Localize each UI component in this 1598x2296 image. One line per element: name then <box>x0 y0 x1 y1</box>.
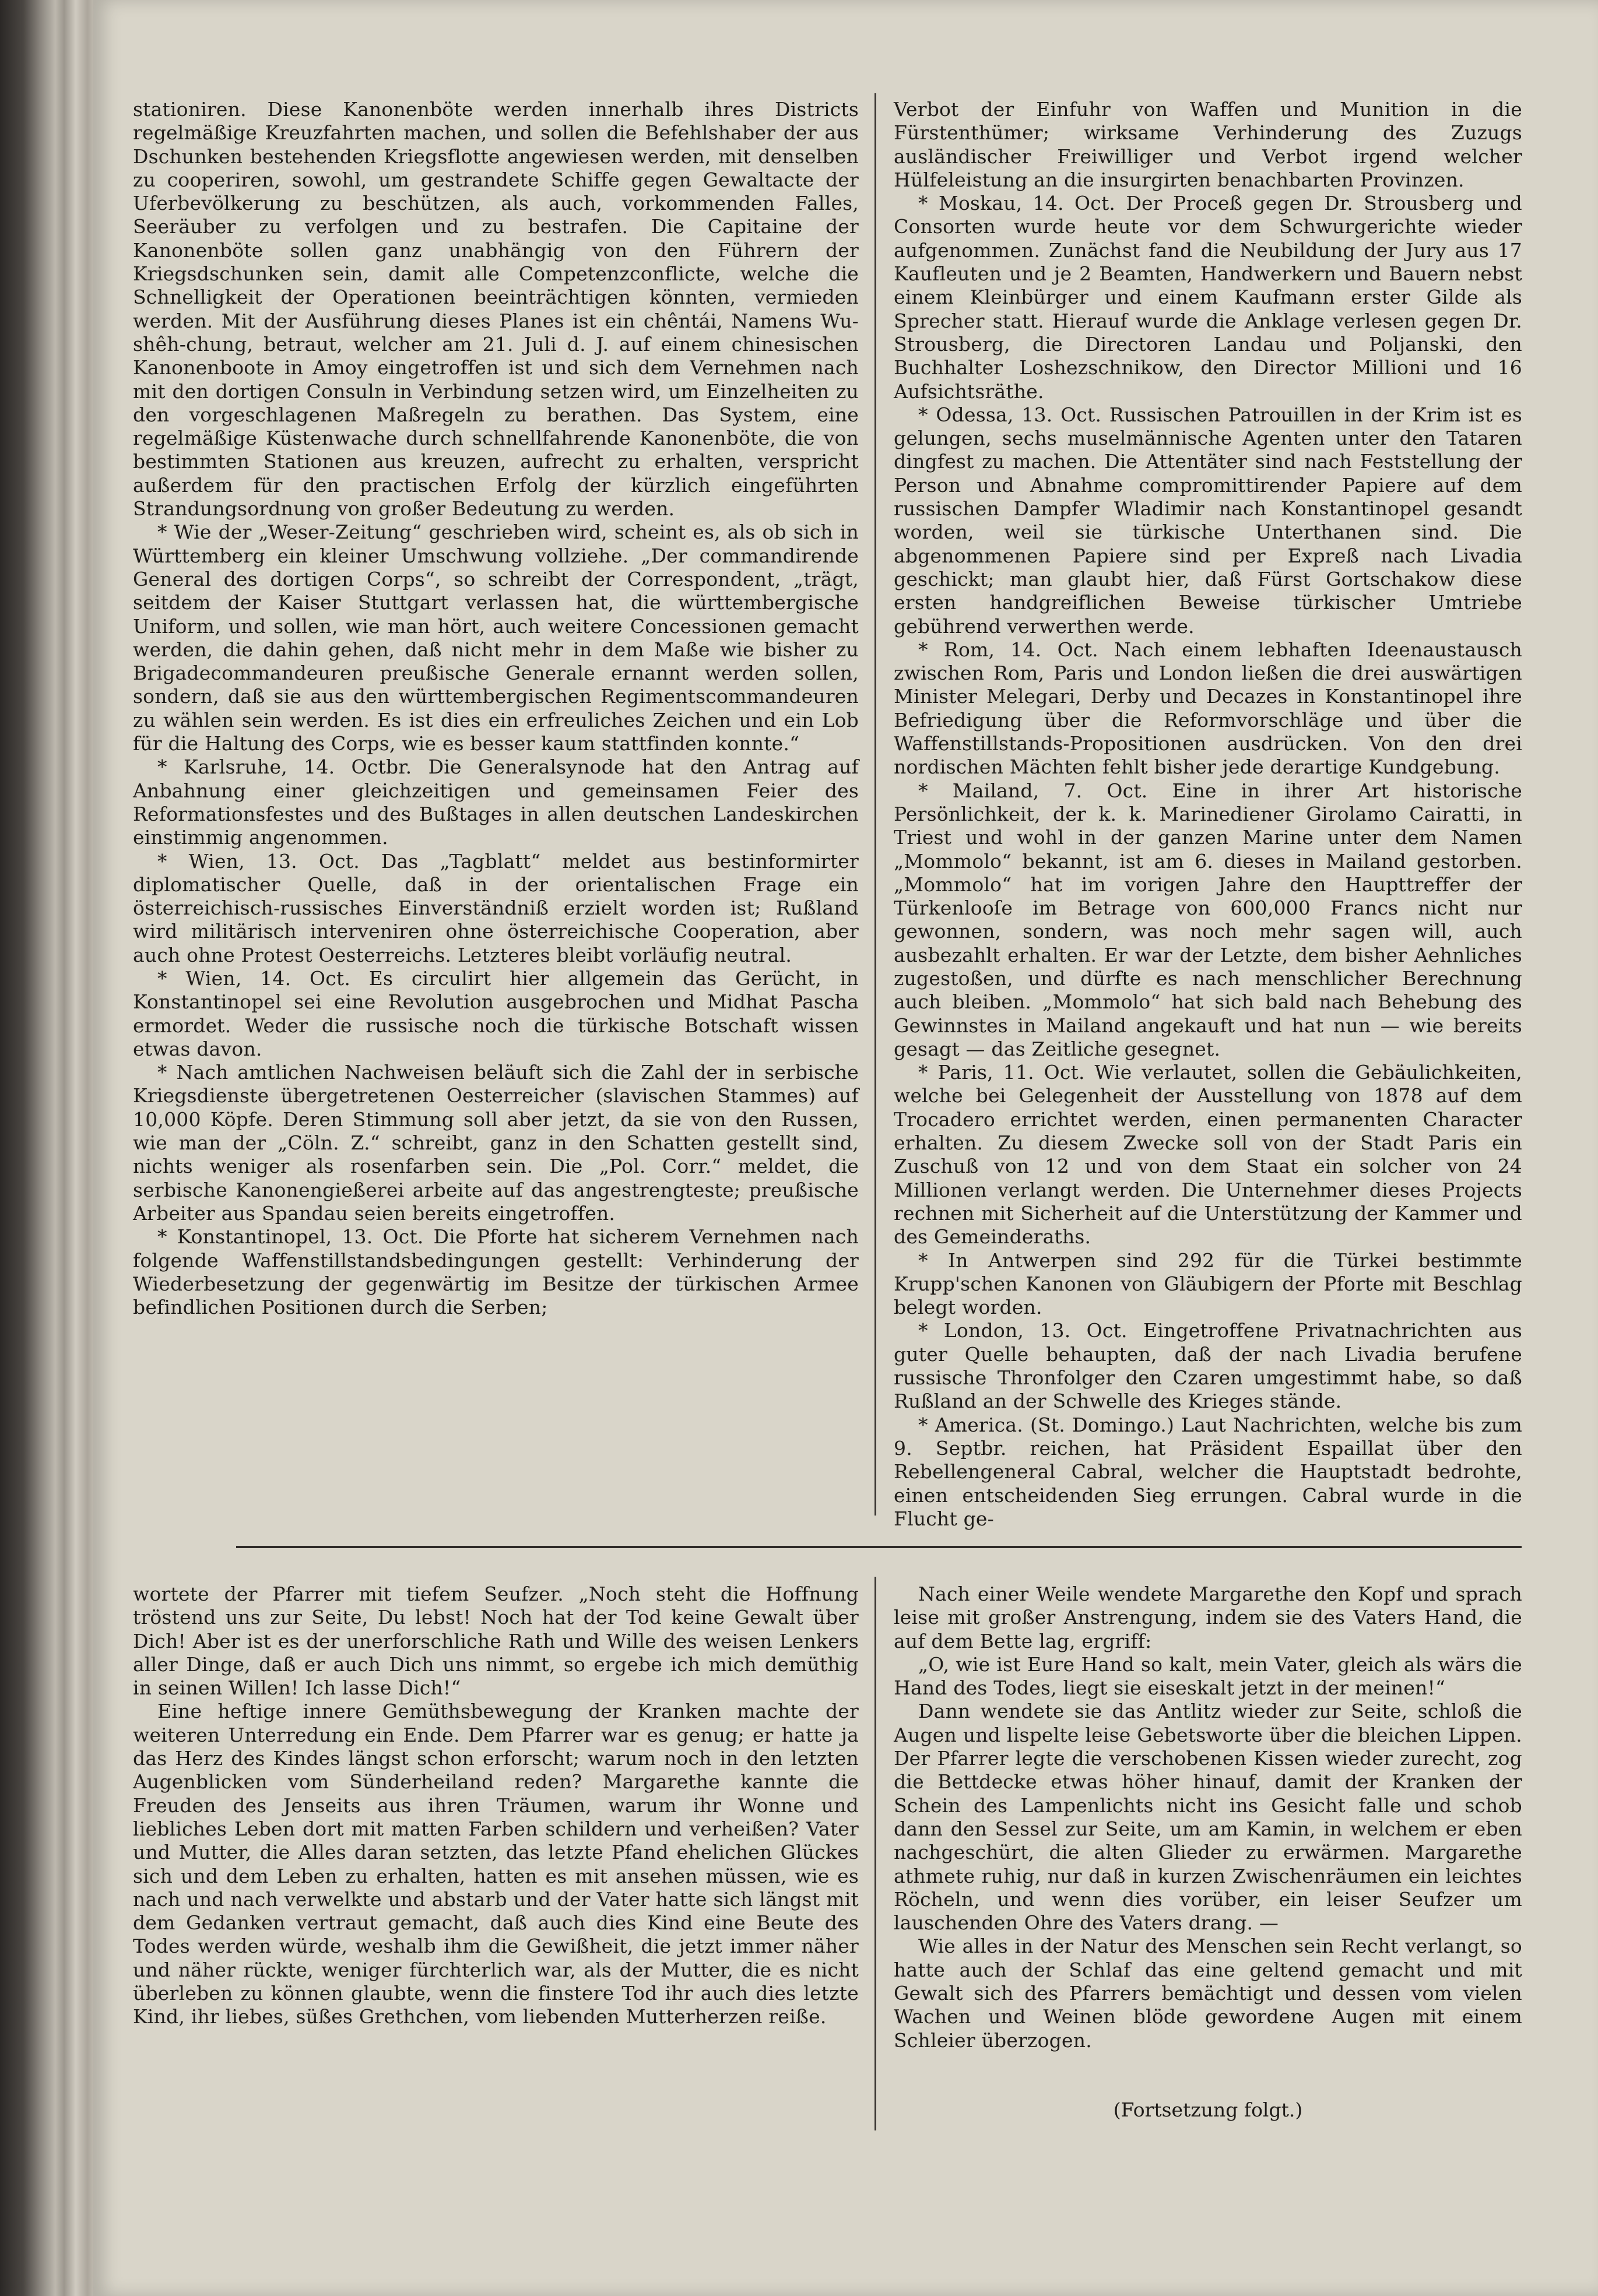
story-paragraph: Eine heftige innere Gemüthsbewegung der Kranken machte der weiteren Unterredung ein Ende. Dem Pfarrer war es genug; er hatte ja das Herz des Kindes längst schon erforscht; warum noch in den letzten Augenblicken vom Sünderheiland reden? Margarethe kannte die Freuden des Jenseits aus ihren Träumen, warum ihr Wonne und liebliches Leben dort mit matten Farben schildern und verheißen? Vater und Mutter, die Alles daran setzten, das letzte Pfand ehelichen Glückes sich und dem Leben zu erhalten, hatten es mit ansehen müssen, wie es nach und nach verwelkte und abstarb und der Vater hatte sich längst mit dem Gedanken vertraut gemacht, daß auch dies Kind eine Beute des Todes werden würde, weshalb ihm die Gewißheit, die jetzt immer näher und näher rückte, weniger fürchterlich war, als der Mutter, die es nicht überleben zu können glaubte, wenn die finstere Tod ihr auch dies letzte Kind, ihr liebes, süßes Grethchen, vom liebenden Mutterherzen reiße. <box>133 1700 859 2028</box>
continuation-note: (Fortsetzung folgt.) <box>1113 2098 1303 2121</box>
news-paragraph: * In Antwerpen sind 292 für die Türkei bestimmte Krupp'schen Kanonen von Gläubigern der Pforte mit Beschlag belegt worden. <box>894 1249 1522 1319</box>
news-paragraph: * Mailand, 7. Oct. Eine in ihrer Art historische Persönlichkeit, der k. k. Marinediener Girolamo Cairatti, in Triest und wohl in der ganzen Marine unter dem Namen „Mommolo“ bekannt, ist am 6. dieses in Mailand gestorben. „Mommolo“ hat im vorigen Jahre den Haupttreffer der Türkenlooſe im Betrage von 600,000 Francs nicht nur gewonnen, sondern, was noch mehr sagen will, auch ausbezahlt erhalten. Er war der Letzte, dem bisher Aehnliches zugestoßen, und dürfte es nach menschlicher Berechnung auch bleiben. „Mommolo“ hat sich bald nach Behebung des Gewinnstes in Mailand angekauft und hat nun — wie bereits gesagt — das Zeitliche gesegnet. <box>894 779 1522 1060</box>
feuilleton-column-right <box>894 1583 1522 2125</box>
news-paragraph: * Rom, 14. Oct. Nach einem lebhaften Ideenaustausch zwischen Rom, Paris und London ließen die drei auswärtigen Minister Melegari, Derby und Decazes in Konstantinopel ihre Befriedigung über die Reformvorschläge und über die Waffenstillstands-Propositionen ausdrücken. Von den drei nordischen Mächten fehlt bisher jede derartige Kundgebung. <box>894 638 1522 779</box>
story-paragraph: „O, wie ist Eure Hand so kalt, mein Vater, gleich als wärs die Hand des Todes, liegt sie eiseskalt jetzt in der meinen!“ <box>894 1652 1522 1700</box>
story-paragraph: Dann wendete sie das Antlitz wieder zur Seite, schloß die Augen und lispelte leise Gebetsworte über die bleichen Lippen. Der Pfarrer legte die verschobenen Kissen wieder zurecht, zog die Bettdecke etwas höher hinauf, damit der Kranken der Schein des Lampenlichts nicht ins Gesicht falle und schob dann den Sessel zur Seite, um am Kamin, in welchem er eben nachgeschürt, die alten Glieder zu erwärmen. Margarethe athmete ruhig, nur daß in kurzen Zwischenräumen ein leichtes Röcheln, und wenn dies vorüber, ein leiser Seufzer um lauschenden Ohre des Vaters drang. — <box>894 1700 1522 1935</box>
feuilleton-column-left <box>133 1583 859 2125</box>
news-paragraph: stationiren. Diese Kanonenböte werden innerhalb ihres Districts regelmäßige Kreuzfahrten machen, und sollen die Befehlshaber der aus Dschunken bestehenden Kriegsflotte angewiesen werden, mit denselben zu cooperiren, sowohl, um gestrandete Schiffe gegen Gewaltacte der Uferbevölkerung zu beschützen, als auch, vorkommenden Falles, Seeräuber zu verfolgen und zu bestrafen. Die Capitaine der Kanonenböte sollen ganz unabhängig von den Führern der Kriegsdschunken sein, damit alle Competenzconflicte, welche die Schnelligkeit der Operationen beeinträchtigen könnten, vermieden werden. Mit der Ausführung dieses Planes ist ein chêntái, Namens Wu-shêh-chung, betraut, welcher am 21. Juli d. J. auf einem chinesischen Kanonenboote in Amoy eingetroffen ist und sich dem Vernehmen nach mit den dortigen Consuln in Verbindung setzen wird, um Einzelheiten zu den vorgeschlagenen Maßregeln zu berathen. Das System, eine regelmäßige Küstenwache durch schnellfahrende Kanonenböte, die von bestimmten Stationen aus kreuzen, aufrecht zu erhalten, verspricht außerdem für den practischen Erfolg der kürzlich eingeführten Strandungsordnung von großer Bedeutung zu werden. <box>133 98 859 521</box>
news-paragraph: * Nach amtlichen Nachweisen beläuft sich die Zahl der in serbische Kriegsdienste übergetretenen Oesterreicher (slavischen Stammes) auf 10,000 Köpfe. Deren Stimmung soll aber jetzt, da sie von den Russen, wie man der „Cöln. Z.“ schreibt, ganz in den Schatten gestellt sind, nichts weniger als rosenfarben sein. Die „Pol. Corr.“ meldet, die serbische Kanonengießerei arbeite auf das angestrengteste; preußische Arbeiter aus Spandau seien bereits eingetroffen. <box>133 1061 859 1225</box>
news-paragraph: * Konstantinopel, 13. Oct. Die Pforte hat sicherem Vernehmen nach folgende Waffenstillstandsbedingungen gestellt: Verhinderung der Wiederbesetzung der gegenwärtig im Besitze der türkischen Armee befindlichen Positionen durch die Serben; <box>133 1225 859 1319</box>
news-paragraph: * Wien, 13. Oct. Das „Tagblatt“ meldet aus bestinformirter diplomatischer Quelle, daß in der orientalischen Frage ein österreichisch-russisches Einverständniß erzielt worden ist; Rußland wird militärisch interveniren ohne österreichische Cooperation, aber auch ohne Protest Oesterreichs. Letzteres bleibt vorläufig neutral. <box>133 849 859 966</box>
news-paragraph: * Paris, 11. Oct. Wie verlautet, sollen die Gebäulichkeiten, welche bei Gelegenheit der Ausstellung von 1878 auf dem Trocadero errichtet werden, einen permanenten Character erhalten. Zu diesem Zwecke soll von der Stadt Paris ein Zuschuß von 12 und von dem Staat ein solcher von 24 Millionen verlangt werden. Die Unternehmer dieses Projects rechnen mit Sicherheit auf die Unterstützung der Kammer und des Gemeinderaths. <box>894 1061 1522 1249</box>
news-paragraph: * Odessa, 13. Oct. Russischen Patrouillen in der Krim ist es gelungen, sechs muselmännische Agenten unter den Tataren dingfest zu machen. Die Attentäter sind nach Feststellung der Person und Abnahme compromittirender Papiere auf dem russischen Dampfer Wladimir nach Konstantinopel gesandt worden, weil sie türkische Unterthanen sind. Die abgenommenen Papiere sind per Expreß nach Livadia geschickt; man glaubt hier, daß Fürst Gortschakow diese ersten handgreiflichen Beweise türkischer Umtriebe gebührend verwerthen werde. <box>894 403 1522 638</box>
news-column-right <box>894 98 1522 1530</box>
news-paragraph: * London, 13. Oct. Eingetroffene Privatnachrichten aus guter Quelle behaupten, daß der nach Livadia berufene russische Thronfolger den Czaren umgestimmt habe, so daß Rußland an der Schwelle des Krieges stände. <box>894 1319 1522 1413</box>
column-divider <box>874 1577 876 2130</box>
news-paragraph: Verbot der Einfuhr von Waffen und Munition in die Fürstenthümer; wirksame Verhinderung des Zuzugs ausländischer Freiwilliger und Verbot irgend welcher Hülfeleistung an die insurgirten benachbarten Provinzen. <box>894 98 1522 191</box>
story-paragraph: wortete der Pfarrer mit tiefem Seufzer. „Noch steht die Hoffnung tröstend uns zur Seite, Du lebst! Noch hat der Tod keine Gewalt über Dich! Aber ist es der unerforschliche Rath und Wille des weisen Lenkers aller Dinge, daß er auch Dich uns nimmt, so ergebe ich mich demüthig in seinen Willen! Ich lasse Dich!“ <box>133 1583 859 1700</box>
news-paragraph: * Wien, 14. Oct. Es circulirt hier allgemein das Gerücht, in Konstantinopel sei eine Revolution ausgebrochen und Midhat Pascha ermordet. Weder die russische noch die türkische Botschaft wissen etwas davon. <box>133 966 859 1060</box>
column-divider <box>874 93 876 1516</box>
news-paragraph: * Moskau, 14. Oct. Der Proceß gegen Dr. Strousberg und Consorten wurde heute vor dem Schwurgerichte wieder aufgenommen. Zunächst fand die Neubildung der Jury aus 17 Kaufleuten und je 2 Beamten, Handwerkern und Bauern nebst einem Kleinbürger und einem Kaufmann erster Gilde als Sprecher statt. Hierauf wurde die Anklage verlesen gegen Dr. Strousberg, die Directoren Landau und Poljanski, den Buchhalter Loshezschnikow, den Director Millioni und 16 Aufsichtsräthe. <box>894 192 1522 403</box>
news-paragraph: * America. (St. Domingo.) Laut Nachrichten, welche bis zum 9. Septbr. reichen, hat Präsident Espaillat über den Rebellengeneral Cabral, welcher die Hauptstadt bedrohte, einen entscheidenden Sieg errungen. Cabral wurde in die Flucht ge- <box>894 1413 1522 1530</box>
news-paragraph: * Karlsruhe, 14. Octbr. Die Generalsynode hat den Antrag auf Anbahnung einer gleichzeitigen und gemeinsamen Feier des Reformationsfestes und des Bußtages in allen deutschen Landeskirchen einstimmig angenommen. <box>133 755 859 849</box>
feuilleton-divider <box>236 1546 1522 1548</box>
news-paragraph: * Wie der „Weser-Zeitung“ geschrieben wird, scheint es, als ob sich in Württemberg ein kleiner Umschwung vollziehe. „Der commandirende General des dortigen Corps“, so schreibt der Correspondent, „trägt, seitdem der Kaiser Stuttgart verlassen hat, die württembergische Uniform, und sollen, wie man hört, auch weitere Concessionen gemacht werden, die dahin gehen, daß nicht mehr in dem Maße wie bisher zu Brigadecommandeuren preußische Generale ernannt werden sollen, sondern, daß sie aus den württembergischen Regimentscommandeuren zu wählen sein werden. Es ist dies ein erfreuliches Zeichen und ein Lob für die Haltung des Corps, wie es besser kaum stattfinden konnte.“ <box>133 521 859 755</box>
news-column-left <box>133 98 859 1510</box>
story-paragraph: Wie alles in der Natur des Menschen sein Recht verlangt, so hatte auch der Schlaf das eine geltend gemacht und mit Gewalt sich des Pfarrers bemächtigt und dessen vom vielen Wachen und Weinen blöde gewordene Augen mit einem Schleier überzogen. <box>894 1935 1522 2052</box>
story-paragraph: Nach einer Weile wendete Margarethe den Kopf und sprach leise mit großer Anstrengung, indem sie des Vaters Hand, die auf dem Bette lag, ergriff: <box>894 1583 1522 1652</box>
